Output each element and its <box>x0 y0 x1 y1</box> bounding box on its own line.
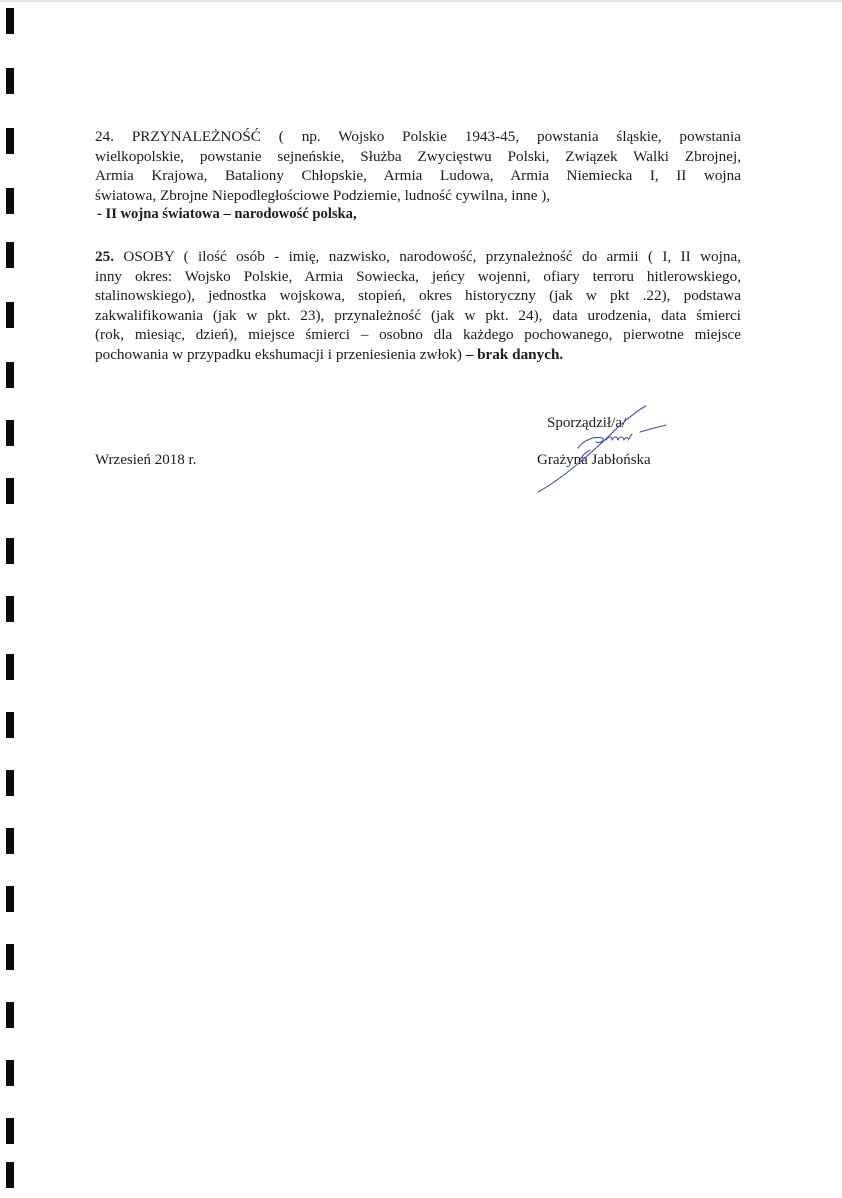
edge-mark <box>6 128 14 154</box>
handwritten-signature <box>520 400 680 500</box>
edge-mark <box>6 886 14 912</box>
edge-mark <box>6 538 14 564</box>
section-25-line: inny okres: Wojsko Polskie, Armia Sowiecka, jeńcy wojenni, ofiary terroru hitlerowskiego, <box>95 267 741 285</box>
section-25-line: (rok, miesiąc, dzień), miejsce śmierci – osobno dla każdego pochowanego, pierwotne miejsce <box>95 326 741 344</box>
edge-mark <box>6 770 14 796</box>
edge-mark <box>6 596 14 622</box>
section-24-line: wielkopolskie, powstanie sejneńskie, Służba Zwycięstwu Polski, Związek Walki Zbrojnej, <box>95 147 741 165</box>
section-24-przynaleznosc <box>95 127 741 225</box>
section-25-osoby <box>95 247 741 365</box>
edge-mark <box>6 68 14 94</box>
scan-top-edge <box>0 0 842 2</box>
edge-mark <box>6 362 14 388</box>
document-date: Wrzesień 2018 r. <box>95 452 197 468</box>
edge-mark <box>6 712 14 738</box>
section-25-line: zakwalifikowania (jak w pkt. 23), przynależność (jak w pkt. 24), data urodzenia, data śmierci <box>95 306 741 324</box>
section-25-last-line-text: pochowania w przypadku ekshumacji i przeniesienia zwłok) <box>95 345 466 363</box>
section-25-first-line <box>95 247 741 267</box>
section-25-first-line-text: OSOBY ( ilość osób - imię, nazwisko, narodowość, przynależność do armii ( I, II wojna, <box>113 248 741 265</box>
section-25-line: stalinowskiego), jednostka wojskowa, stopień, okres historyczny (jak w pkt .22), podstawa <box>95 287 741 305</box>
edge-mark <box>6 828 14 854</box>
edge-mark <box>6 1118 14 1144</box>
section-25-number: 25. <box>95 248 114 265</box>
edge-mark <box>6 1002 14 1028</box>
edge-mark <box>6 242 14 268</box>
signer-name: Grażyna Jabłońska <box>537 452 651 468</box>
section-25-answer: – brak danych. <box>465 345 564 363</box>
edge-mark <box>6 302 14 328</box>
edge-mark <box>6 478 14 504</box>
scanner-edge-marks <box>0 0 20 1198</box>
section-24-answer: - II wojna światowa – narodowość polska, <box>97 206 357 223</box>
section-24-line: Armia Krajowa, Bataliony Chłopskie, Armia Ludowa, Armia Niemiecka I, II wojna <box>95 167 741 185</box>
section-24-line: 24. PRZYNALEŻNOŚĆ ( np. Wojsko Polskie 1943-45, powstania śląskie, powstania <box>95 128 741 145</box>
edge-mark <box>6 1162 14 1188</box>
edge-mark <box>6 8 14 34</box>
section-25-last-line <box>95 345 741 365</box>
edge-mark <box>6 654 14 680</box>
edge-mark <box>6 1060 14 1086</box>
prepared-by-label: Sporządził/a/ <box>547 415 627 431</box>
edge-mark <box>6 420 14 446</box>
section-24-line: światowa, Zbrojne Niepodległościowe Podziemie, ludność cywilna, inne ), <box>95 186 551 204</box>
edge-mark <box>6 188 14 214</box>
edge-mark <box>6 944 14 970</box>
